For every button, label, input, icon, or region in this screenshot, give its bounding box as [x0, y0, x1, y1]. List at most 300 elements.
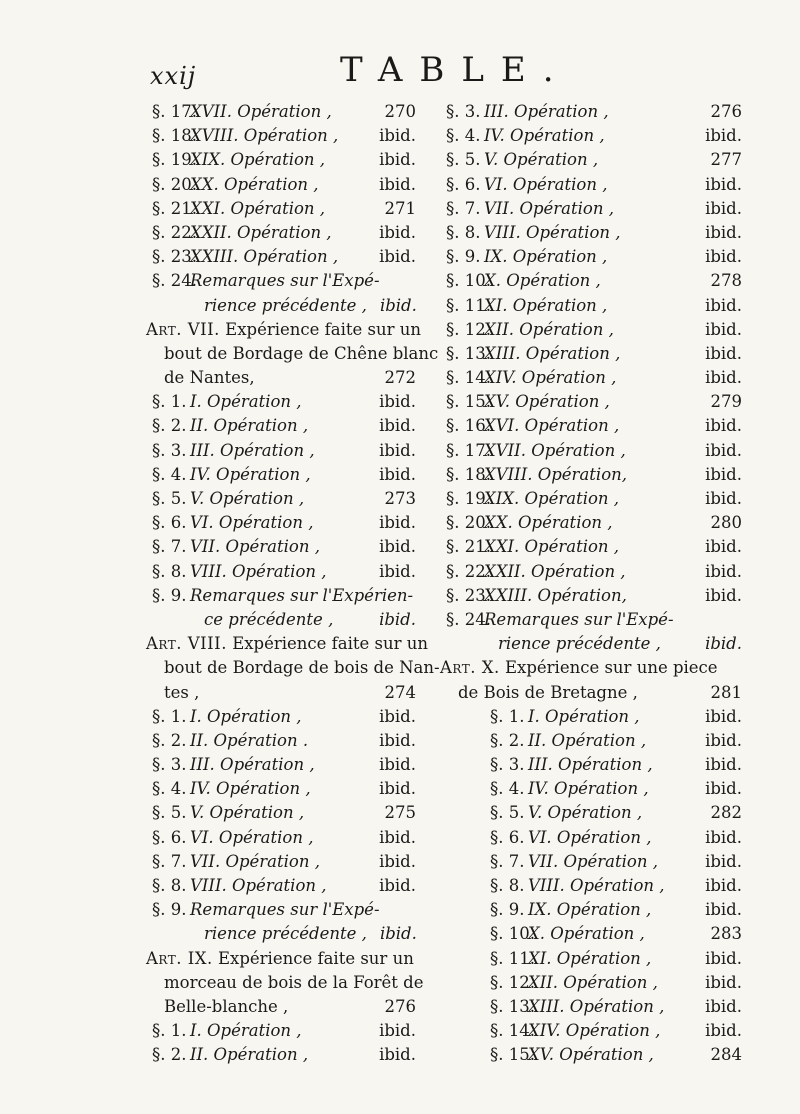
article-heading-line	[146, 971, 424, 995]
section-number: §. 18.	[446, 464, 491, 484]
entry-label: VIII. Opération ,	[484, 222, 621, 242]
toc-entry	[440, 221, 742, 245]
section-number: §. 8.	[490, 876, 525, 895]
article-label: bout de Bordage de bois de Nan-	[164, 658, 440, 678]
section-number: §. 4.	[152, 779, 187, 799]
toc-entry	[440, 898, 742, 922]
toc-entry	[146, 487, 416, 511]
entry-label: V. Opération ,	[190, 803, 305, 823]
entry-label: XX. Opération ,	[190, 174, 319, 194]
section-number: §. 10.	[490, 924, 535, 944]
entry-label: II. Opération .	[190, 730, 309, 750]
article-heading-line	[146, 366, 416, 390]
entry-label: VII. Opération ,	[190, 537, 320, 557]
toc-entry-continuation	[146, 922, 416, 946]
entry-label: XIV. Opération ,	[528, 1021, 661, 1041]
entry-page: ibid.	[379, 464, 416, 484]
toc-entry	[440, 874, 742, 898]
entry-page: ibid.	[379, 827, 416, 847]
section-number: §. 8.	[152, 561, 187, 581]
running-head: TABLE.	[340, 50, 571, 90]
toc-entry	[146, 269, 416, 293]
entry-label: II. Opération ,	[190, 1045, 309, 1065]
entry-label: VI. Opération ,	[528, 827, 652, 847]
article-heading-line	[146, 681, 416, 705]
entry-page: ibid.	[705, 634, 742, 654]
entry-label: XII. Opération ,	[484, 319, 614, 339]
entry-label: V. Opération ,	[484, 150, 599, 170]
toc-entry	[440, 197, 742, 221]
entry-label: XVII. Opération ,	[484, 440, 626, 460]
toc-entry	[146, 439, 416, 463]
toc-entry	[146, 705, 416, 729]
toc-entry	[440, 608, 742, 632]
toc-entry	[146, 535, 416, 559]
entry-label: IV. Opération ,	[190, 779, 311, 799]
toc-entry	[146, 826, 416, 850]
article-label: morceau de bois de la Forêt de	[164, 972, 424, 992]
article-heading	[146, 632, 429, 656]
entry-page: 283	[710, 924, 742, 944]
section-number: §. 4.	[490, 779, 525, 799]
entry-label: I. Opération ,	[528, 706, 640, 726]
toc-entry	[146, 221, 416, 245]
entry-page: ibid.	[379, 126, 416, 146]
article-number: Art. X.	[440, 658, 500, 678]
toc-entry	[440, 584, 742, 608]
entry-page: ibid.	[705, 368, 742, 388]
entry-page: ibid.	[379, 1021, 416, 1041]
entry-page: ibid.	[705, 585, 742, 605]
entry-label: III. Opération ,	[484, 102, 609, 121]
entry-page: ibid.	[705, 900, 742, 920]
section-number: §. 14.	[446, 368, 491, 388]
entry-label: XXI. Opération ,	[190, 198, 326, 218]
entry-page: 273	[384, 489, 416, 508]
article-label: Expérience faite sur un	[226, 634, 429, 654]
toc-entry	[146, 1043, 416, 1067]
entry-label: Remarques sur l'Expérien-	[190, 585, 414, 605]
entry-page: ibid.	[379, 392, 416, 412]
toc-entry	[440, 1019, 742, 1043]
section-number: §. 18.	[152, 126, 197, 146]
toc-entry	[440, 705, 742, 729]
toc-entry	[146, 850, 416, 874]
entry-label: rience précédente ,	[204, 295, 367, 315]
section-number: §. 1.	[152, 706, 187, 726]
toc-entry	[440, 487, 742, 511]
toc-entry	[440, 801, 742, 825]
entry-label: rience précédente ,	[204, 924, 367, 944]
entry-page: ibid.	[379, 537, 416, 557]
entry-label: XI. Opération ,	[528, 948, 652, 968]
entry-label: IV. Opération ,	[190, 464, 311, 484]
entry-label: XXII. Opération ,	[484, 561, 626, 581]
toc-entry	[440, 148, 742, 172]
entry-page: ibid.	[379, 513, 416, 533]
entry-page: ibid.	[705, 730, 742, 750]
entry-page: ibid.	[379, 876, 416, 895]
section-number: §. 6.	[152, 513, 187, 533]
entry-page: ibid.	[705, 198, 742, 218]
toc-entry	[440, 342, 742, 366]
toc-entry	[440, 560, 742, 584]
toc-entry-continuation	[146, 608, 416, 632]
section-number: §. 3.	[490, 755, 525, 775]
entry-page: 278	[710, 271, 742, 291]
entry-page: ibid.	[379, 755, 416, 775]
section-number: §. 8.	[152, 876, 187, 895]
entry-label: III. Opération ,	[190, 755, 315, 775]
toc-entry	[146, 245, 416, 269]
section-number: §. 10.	[446, 271, 491, 291]
entry-label: XVIII. Opération ,	[190, 126, 339, 146]
article-heading-line	[146, 656, 440, 680]
entry-page: ibid.	[379, 924, 417, 944]
section-number: §. 1.	[490, 706, 525, 726]
toc-entry	[440, 366, 742, 390]
section-number: §. 9.	[490, 900, 525, 920]
section-number: §. 9.	[152, 900, 187, 920]
entry-label: XVIII. Opération,	[484, 464, 627, 484]
entry-label: VIII. Opération ,	[190, 561, 327, 581]
entry-label: VI. Opération ,	[190, 827, 314, 847]
toc-entry	[440, 318, 742, 342]
entry-label: XIII. Opération ,	[484, 343, 621, 363]
toc-entry	[440, 971, 742, 995]
section-number: §. 7.	[446, 198, 481, 218]
entry-label: rience précédente ,	[498, 634, 661, 654]
section-number: §. 11.	[490, 948, 535, 968]
toc-entry	[440, 124, 742, 148]
entry-page: ibid.	[379, 779, 416, 799]
section-number: §. 2.	[152, 1045, 187, 1065]
toc-entry	[146, 414, 416, 438]
entry-page: ibid.	[705, 851, 742, 871]
section-number: §. 5.	[490, 803, 525, 823]
toc-entry	[440, 947, 742, 971]
entry-label: XIII. Opération ,	[528, 996, 665, 1016]
toc-entry	[146, 173, 416, 197]
entry-label: IX. Opération ,	[484, 247, 608, 267]
toc-entry	[146, 801, 416, 825]
entry-page: ibid.	[379, 730, 416, 750]
toc-entry	[440, 245, 742, 269]
entry-page: ibid.	[705, 1021, 742, 1041]
entry-label: XX. Opération ,	[484, 513, 613, 533]
section-number: §. 22.	[446, 561, 491, 581]
article-label: Expérience sur une piece	[499, 658, 718, 678]
toc-entry	[146, 148, 416, 172]
section-number: §. 2.	[490, 730, 525, 750]
entry-page: 280	[710, 513, 742, 533]
section-number: §. 23.	[446, 585, 491, 605]
section-number: §. 6.	[446, 174, 481, 194]
entry-page: ibid.	[379, 561, 416, 581]
page-number: xxij	[150, 62, 197, 90]
entry-page: 277	[710, 150, 742, 170]
section-number: §. 8.	[446, 222, 481, 242]
section-number: §. 12.	[490, 972, 535, 992]
article-heading	[146, 947, 416, 971]
section-number: §. 7.	[490, 851, 525, 871]
section-number: §. 24.	[446, 609, 491, 629]
entry-page: 270	[384, 102, 416, 121]
entry-label: Remarques sur l'Expé-	[484, 609, 674, 629]
entry-label: XVI. Opération ,	[484, 416, 620, 436]
section-number: §. 19.	[446, 489, 491, 508]
entry-page: ibid.	[705, 440, 742, 460]
section-number: §. 5.	[446, 150, 481, 170]
entry-label: VIII. Opération ,	[528, 876, 665, 895]
entry-page: ibid.	[379, 247, 416, 267]
entry-page: 279	[710, 392, 742, 412]
section-number: §. 9.	[446, 247, 481, 267]
section-number: §. 6.	[152, 827, 187, 847]
entry-label: XXII. Opération ,	[190, 222, 332, 242]
entry-label: Remarques sur l'Expé-	[190, 900, 380, 920]
toc-entry	[440, 439, 742, 463]
entry-label: XI. Opération ,	[484, 295, 608, 315]
section-number: §. 23.	[152, 247, 197, 267]
entry-label: II. Opération ,	[528, 730, 647, 750]
section-number: §. 20.	[446, 513, 491, 533]
section-number: §. 9.	[152, 585, 187, 605]
entry-label: I. Opération ,	[190, 706, 302, 726]
entry-page: 284	[710, 1045, 742, 1065]
toc-entry	[440, 173, 742, 197]
toc-entry	[440, 100, 742, 124]
entry-page: ibid.	[379, 174, 416, 194]
entry-page: ibid.	[705, 996, 742, 1016]
section-number: §. 13.	[446, 343, 491, 363]
entry-page: ibid.	[705, 876, 742, 895]
left-column	[146, 100, 440, 1068]
section-number: §. 15.	[490, 1045, 535, 1065]
section-number: §. 14.	[490, 1021, 535, 1041]
entry-label: I. Opération ,	[190, 1021, 302, 1041]
entry-label: VII. Opération ,	[190, 851, 320, 871]
entry-label: XV. Opération ,	[484, 392, 610, 412]
toc-entry	[440, 511, 742, 535]
entry-page: ibid.	[705, 343, 742, 363]
entry-page: 281	[710, 682, 742, 702]
toc-entry	[440, 826, 742, 850]
toc-entry	[146, 584, 416, 608]
toc-entry	[146, 874, 416, 898]
section-number: §. 2.	[152, 730, 187, 750]
section-number: §. 16.	[446, 416, 491, 436]
article-number: Art. VIII.	[146, 634, 227, 654]
entry-label: VIII. Opération ,	[190, 876, 327, 895]
entry-label: XXIII. Opération ,	[190, 247, 339, 267]
entry-label: III. Opération ,	[190, 440, 315, 460]
entry-label: IV. Opération ,	[528, 779, 649, 799]
toc-entry	[440, 777, 742, 801]
entry-page: 271	[384, 198, 416, 218]
section-number: §. 17.	[152, 102, 197, 121]
entry-label: ce précédente ,	[204, 609, 334, 629]
entry-page: ibid.	[379, 851, 416, 871]
entry-page: ibid.	[705, 537, 742, 557]
entry-page: 282	[710, 803, 742, 823]
entry-label: Remarques sur l'Expé-	[190, 271, 380, 291]
section-number: §. 6.	[490, 827, 525, 847]
entry-label: III. Opération ,	[528, 755, 653, 775]
section-number: §. 3.	[446, 102, 481, 121]
entry-page: ibid.	[379, 150, 416, 170]
toc-entry	[440, 390, 742, 414]
entry-page: ibid.	[705, 948, 742, 968]
toc-entry	[440, 294, 742, 318]
entry-label: IX. Opération ,	[528, 900, 652, 920]
entry-page: 274	[384, 682, 416, 702]
entry-page: ibid.	[705, 247, 742, 267]
toc-entry	[440, 922, 742, 946]
toc-entry-continuation	[146, 294, 416, 318]
toc-entry	[146, 197, 416, 221]
entry-label: VII. Opération ,	[528, 851, 658, 871]
entry-page: ibid.	[705, 827, 742, 847]
entry-page: ibid.	[705, 416, 742, 436]
entry-label: XIV. Opération ,	[484, 368, 617, 388]
section-number: §. 4.	[152, 464, 187, 484]
article-label: Expérience faite sur un	[212, 948, 414, 968]
section-number: §. 2.	[152, 416, 187, 436]
toc-entry	[440, 1043, 742, 1067]
section-number: §. 3.	[152, 755, 187, 775]
entry-page: ibid.	[705, 295, 742, 315]
entry-label: XXI. Opération ,	[484, 537, 620, 557]
toc-entry	[146, 777, 416, 801]
entry-page: 272	[384, 368, 416, 388]
toc-entry	[146, 100, 416, 124]
toc-entry	[440, 753, 742, 777]
entry-page: ibid.	[379, 1045, 416, 1065]
article-number: Art. VII.	[146, 319, 220, 339]
article-label: de Bois de Bretagne ,	[458, 682, 638, 702]
section-number: §. 1.	[152, 1021, 187, 1041]
entry-label: XVII. Opération ,	[190, 102, 332, 121]
entry-label: VI. Opération ,	[190, 513, 314, 533]
entry-page: 275	[384, 803, 416, 823]
toc-entry	[146, 753, 416, 777]
article-label: bout de Bordage de Chêne blanc	[164, 343, 439, 363]
entry-page: ibid.	[705, 706, 742, 726]
section-number: §. 17.	[446, 440, 491, 460]
section-number: §. 15.	[446, 392, 491, 412]
article-number: Art. IX.	[146, 948, 213, 968]
section-number: §. 13.	[490, 996, 535, 1016]
section-number: §. 21.	[446, 537, 491, 557]
section-number: §. 7.	[152, 537, 187, 557]
entry-page: ibid.	[705, 174, 742, 194]
entry-page: ibid.	[379, 440, 416, 460]
entry-label: VII. Opération ,	[484, 198, 614, 218]
article-heading-line	[146, 342, 439, 366]
entry-label: XIX. Opération ,	[190, 150, 326, 170]
entry-page: ibid.	[705, 319, 742, 339]
section-number: §. 3.	[152, 440, 187, 460]
toc-entry	[440, 535, 742, 559]
section-number: §. 5.	[152, 489, 187, 508]
toc-entry	[440, 729, 742, 753]
entry-page: ibid.	[705, 972, 742, 992]
entry-label: VI. Opération ,	[484, 174, 608, 194]
article-label: de Nantes,	[164, 368, 255, 388]
section-number: §. 11.	[446, 295, 491, 315]
entry-label: XV. Opération ,	[528, 1045, 654, 1065]
section-number: §. 21.	[152, 198, 197, 218]
entry-page: ibid.	[705, 561, 742, 581]
article-heading	[146, 318, 422, 342]
entry-page: ibid.	[379, 706, 416, 726]
toc-entry	[440, 414, 742, 438]
entry-label: I. Opération ,	[190, 392, 302, 412]
entry-page: ibid.	[705, 755, 742, 775]
section-number: §. 4.	[446, 126, 481, 146]
section-number: §. 24.	[152, 271, 197, 291]
section-number: §. 22.	[152, 222, 197, 242]
section-number: §. 5.	[152, 803, 187, 823]
entry-page: ibid.	[379, 416, 416, 436]
right-column	[440, 100, 742, 1068]
toc-entry	[440, 463, 742, 487]
entry-page: ibid.	[379, 295, 417, 315]
article-heading-line	[440, 681, 742, 705]
entry-label: XII. Opération ,	[528, 972, 658, 992]
section-number: §. 1.	[152, 392, 187, 412]
entry-label: II. Opération ,	[190, 416, 309, 436]
section-number: §. 12.	[446, 319, 491, 339]
entry-page: ibid.	[705, 126, 742, 146]
toc-entry	[146, 898, 416, 922]
toc-entry	[146, 729, 416, 753]
article-label: tes ,	[164, 682, 200, 702]
toc-entry	[440, 269, 742, 293]
section-number: §. 20.	[152, 174, 197, 194]
section-number: §. 7.	[152, 851, 187, 871]
entry-page: ibid.	[705, 489, 742, 508]
entry-page: ibid.	[705, 464, 742, 484]
article-heading	[440, 656, 742, 680]
article-heading-line	[146, 995, 416, 1019]
toc-entry	[146, 511, 416, 535]
entry-page: ibid.	[379, 222, 416, 242]
entry-page: 276	[710, 102, 742, 121]
toc-entry	[146, 463, 416, 487]
entry-label: X. Opération ,	[528, 924, 645, 944]
toc-entry	[440, 995, 742, 1019]
entry-label: XXIII. Opération,	[484, 585, 627, 605]
entry-label: V. Opération ,	[190, 489, 305, 508]
toc-entry	[146, 390, 416, 414]
entry-page: ibid.	[379, 609, 416, 629]
article-label: Expérience faite sur un	[219, 319, 422, 339]
toc-entry	[146, 560, 416, 584]
toc-entry-continuation	[440, 632, 742, 656]
section-number: §. 19.	[152, 150, 197, 170]
entry-label: XIX. Opération ,	[484, 489, 620, 508]
toc-entry	[146, 1019, 416, 1043]
toc-entry	[440, 850, 742, 874]
entry-label: V. Opération ,	[528, 803, 643, 823]
entry-page: ibid.	[705, 222, 742, 242]
toc-entry	[146, 124, 416, 148]
entry-label: X. Opération ,	[484, 271, 601, 291]
entry-page: ibid.	[705, 779, 742, 799]
entry-page: 276	[384, 996, 416, 1016]
